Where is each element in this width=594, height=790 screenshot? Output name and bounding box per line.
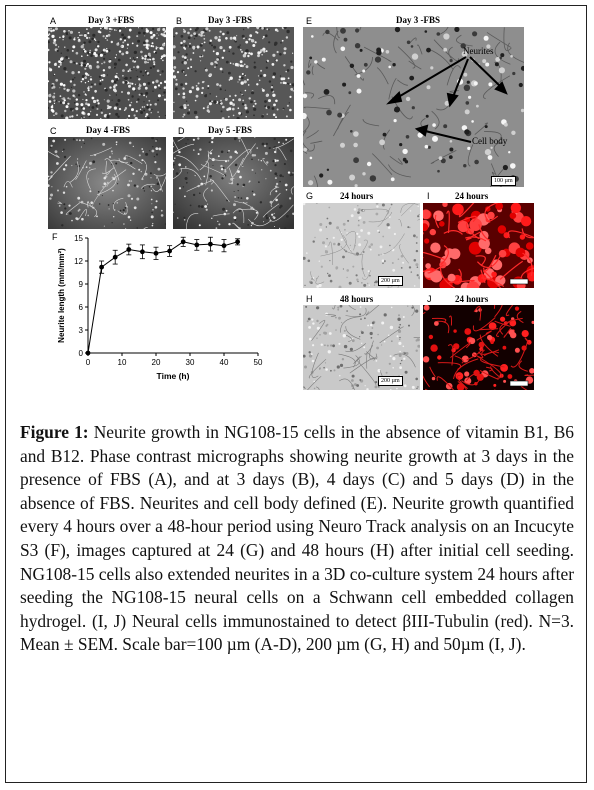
x-tick-label: 10 — [117, 358, 127, 367]
panel-i-letter: I — [427, 191, 430, 201]
fluorescence-j-image — [423, 305, 534, 390]
panel-d-letter: D — [178, 126, 185, 136]
y-axis-label: Neurite length (mm/mm²) — [57, 248, 66, 343]
panel-a-title: Day 3 +FBS — [88, 15, 135, 25]
panel-g-title: 24 hours — [340, 191, 374, 201]
panel-j-letter: J — [427, 294, 432, 304]
data-point — [99, 265, 104, 270]
y-tick-label: 3 — [78, 326, 83, 335]
panel-h-title: 48 hours — [340, 294, 374, 304]
chart-svg — [48, 230, 273, 390]
figure-caption — [20, 421, 574, 657]
y-tick-label: 6 — [78, 303, 83, 312]
neurites-annotation: Neurites — [463, 46, 494, 56]
y-tick-label: 12 — [74, 257, 83, 266]
panel-g-scale-bar: 200 µm — [378, 276, 403, 286]
x-tick-label: 20 — [151, 358, 161, 367]
data-point — [86, 351, 91, 356]
micrograph-d — [173, 137, 294, 229]
data-point — [181, 239, 186, 244]
data-point — [113, 255, 118, 260]
x-tick-label: 50 — [253, 358, 263, 367]
x-axis-label: Time (h) — [156, 371, 190, 381]
data-point — [154, 251, 159, 256]
fluorescence-i — [423, 203, 534, 288]
data-point — [126, 247, 131, 252]
data-point — [167, 249, 172, 254]
caption-text: Neurite growth in NG108-15 cells in the absence of vitamin B1, B6 and B12. Phase contrast micrographs showing neurite growth at 3 days in the presence of FBS (A), and at 3 days (B), 4 days (C) and 5 days (D) in the absence of FBS. Neurites and cell body defined (E). Neurite growth quantified every 4 hours over a 48-hour period using Neuro Track analysis on an Incucyte S3 (F), images captured at 24 (G) and 48 hours (H) after initial cell seeding. NG108-15 cells also extended neurites in a 3D co-culture system 24 hours after seeding the NG108-15 neural cells on a Schwann cell embedded collagen hydrogel. (I, J) Neural cells immunostained to detect βIII-Tubulin (red). N=3. Mean ± SEM. Scale bar=100 µm (A-D), 200 µm (G, H) and 50µm (I, J). — [20, 422, 575, 655]
x-tick-label: 40 — [219, 358, 229, 367]
panel-b-title: Day 3 -FBS — [208, 15, 253, 25]
data-point — [222, 243, 227, 248]
x-tick-label: 30 — [185, 358, 195, 367]
panel-j-scale-bar — [510, 381, 528, 386]
panel-h-letter: H — [306, 294, 313, 304]
panel-h-scale-bar: 200 µm — [378, 376, 403, 386]
data-point — [235, 239, 240, 244]
panel-f-letter: F — [52, 232, 58, 242]
panel-e-title: Day 3 -FBS — [396, 15, 441, 25]
series-line — [88, 242, 238, 353]
micrograph-b — [173, 27, 294, 119]
y-tick-label: 9 — [78, 280, 83, 289]
data-point — [140, 249, 145, 254]
micrograph-a-image — [48, 27, 166, 119]
panel-e-letter: E — [306, 16, 313, 26]
fluorescence-j — [423, 305, 534, 390]
y-tick-label: 15 — [74, 234, 83, 243]
fluorescence-i-image — [423, 203, 534, 288]
panel-j-title: 24 hours — [455, 294, 489, 304]
caption-label: Figure 1: — [20, 422, 89, 442]
panel-i-scale-bar — [510, 279, 528, 284]
panel-c-title: Day 4 -FBS — [86, 125, 131, 135]
panel-i-title: 24 hours — [455, 191, 489, 201]
micrograph-c — [48, 137, 166, 229]
panel-a-letter: A — [50, 16, 57, 26]
data-point — [208, 242, 213, 247]
panel-c-letter: C — [50, 126, 57, 136]
panel-d-title: Day 5 -FBS — [208, 125, 253, 135]
neurite-length-chart — [48, 230, 273, 390]
data-point — [194, 243, 199, 248]
x-tick-label: 0 — [85, 358, 91, 367]
y-tick-label: 0 — [78, 349, 83, 358]
panel-b-letter: B — [176, 16, 183, 26]
cell-body-annotation: Cell body — [472, 136, 508, 146]
micrograph-b-image — [173, 27, 294, 119]
micrograph-a — [48, 27, 166, 119]
micrograph-d-image — [173, 137, 294, 229]
micrograph-c-image — [48, 137, 166, 229]
panel-g-letter: G — [306, 191, 314, 201]
panel-e-scale-bar: 100 µm — [491, 176, 516, 186]
